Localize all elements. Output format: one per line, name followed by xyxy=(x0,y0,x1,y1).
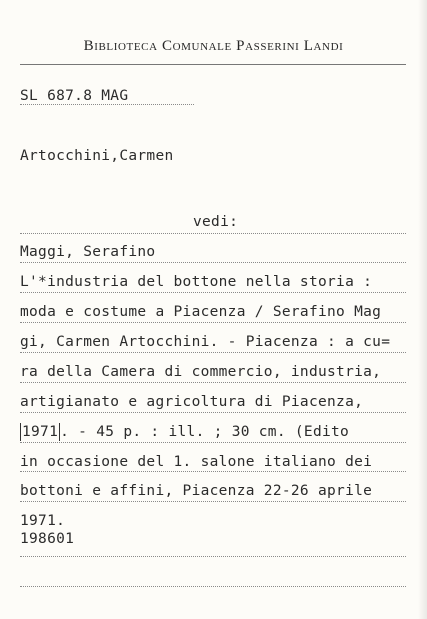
library-header: Biblioteca Comunale Passerini Landi xyxy=(83,38,344,54)
dotted-rule xyxy=(20,556,406,557)
dotted-rule xyxy=(20,471,406,472)
entry-line: ra della Camera di commercio, industria, xyxy=(20,364,382,380)
header-rule xyxy=(20,64,406,65)
entry-line: artigianato e agricoltura di Piacenza, xyxy=(20,394,364,410)
dotted-rule xyxy=(20,292,406,293)
dotted-rule xyxy=(20,501,406,502)
dotted-rule xyxy=(20,233,406,234)
dotted-rule xyxy=(20,442,406,443)
physical-description: . - 45 p. : ill. ; 30 cm. (Edito xyxy=(60,424,350,440)
see-reference-label: vedi: xyxy=(193,214,239,230)
entry-line: moda e costume a Piacenza / Serafino Mag xyxy=(20,304,382,320)
dotted-rule xyxy=(20,104,194,105)
entry-line: bottoni e affini, Piacenza 22-26 aprile xyxy=(20,483,373,499)
dotted-rule xyxy=(20,262,406,263)
card-edge xyxy=(418,0,427,619)
dotted-rule xyxy=(20,382,406,383)
dotted-rule xyxy=(20,322,406,323)
author-heading: Artocchini,Carmen xyxy=(20,148,174,164)
year-bracket: 1971 xyxy=(22,424,59,440)
entry-line: in occasione del 1. salone italiano dei xyxy=(20,454,373,470)
accession-number: 198601 xyxy=(20,531,75,547)
shelfmark: SL 687.8 MAG xyxy=(20,88,129,104)
entry-line-physical xyxy=(20,423,349,441)
dotted-rule xyxy=(20,412,406,413)
entry-line: 1971. xyxy=(20,513,66,529)
main-entry-heading: Maggi, Serafino xyxy=(20,244,156,260)
entry-line: gi, Carmen Artocchini. - Piacenza : a cu= xyxy=(20,334,391,350)
dotted-rule xyxy=(20,586,406,587)
dotted-rule xyxy=(20,352,406,353)
entry-line: L'*industria del bottone nella storia : xyxy=(20,274,373,290)
